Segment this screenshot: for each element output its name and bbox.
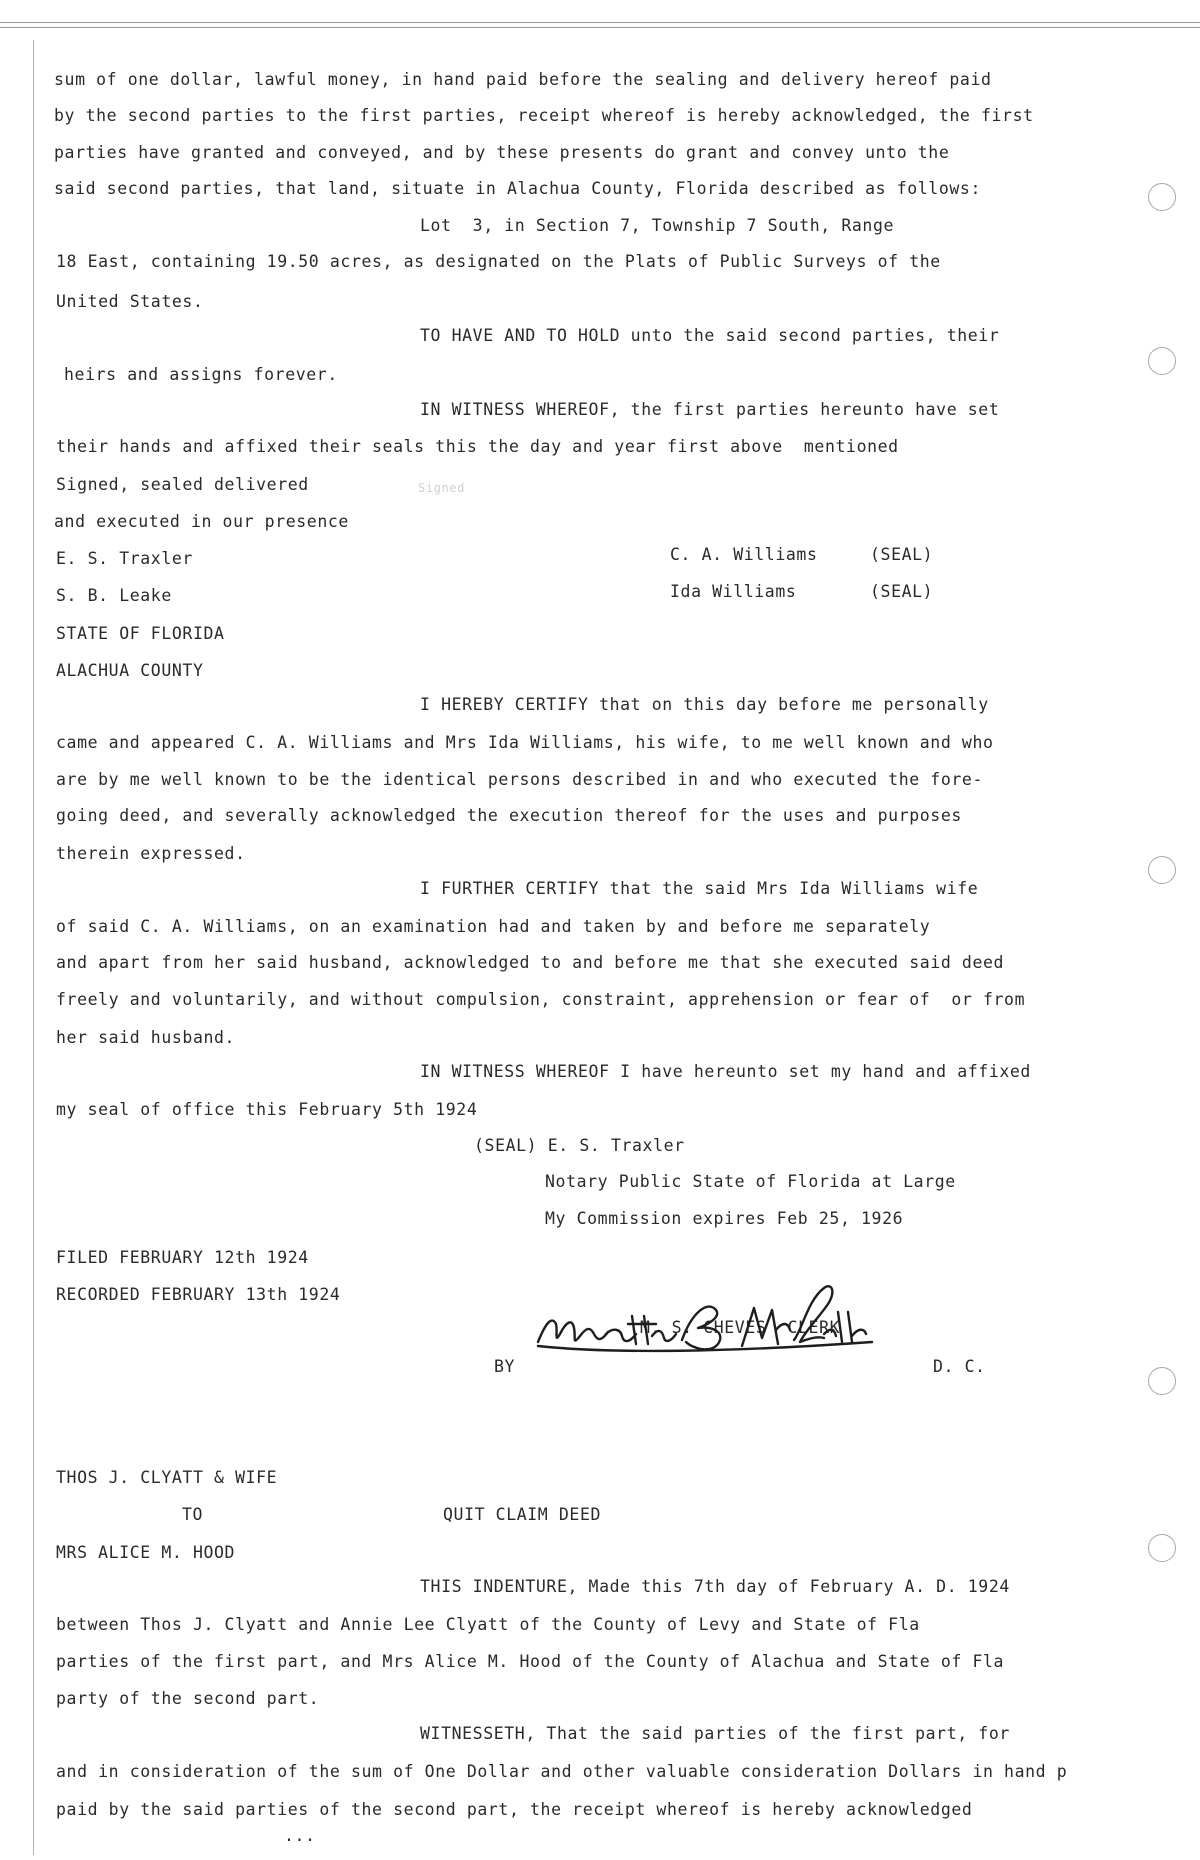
venue-county: ALACHUA COUNTY	[56, 661, 204, 680]
notary-witness-line: IN WITNESS WHEREOF I have hereunto set my hand and affixed	[420, 1062, 1031, 1081]
punch-hole	[1148, 347, 1176, 375]
filed-date: FILED FEBRUARY 12th 1924	[56, 1248, 309, 1267]
grantor-heading: THOS J. CLYATT & WIFE	[56, 1468, 278, 1487]
to-heading: TO	[182, 1505, 204, 1524]
faint-signed-note: Signed	[418, 481, 465, 495]
witnesseth-line: paid by the said parties of the second part, the receipt whereof is hereby acknowledged	[56, 1800, 973, 1819]
grantor-name: Ida Williams	[670, 582, 797, 601]
deed-line: sum of one dollar, lawful money, in hand paid before the sealing and delivery hereof paid	[54, 70, 992, 89]
punch-hole	[1148, 183, 1176, 211]
witness-name: S. B. Leake	[56, 586, 172, 605]
certify-line: are by me well known to be the identical persons described in and who executed the fore-	[56, 770, 983, 789]
indenture-line: party of the second part.	[56, 1689, 320, 1708]
certify-line: going deed, and severally acknowledged the execution thereof for the uses and purposes	[56, 806, 962, 825]
indenture-line: between Thos J. Clyatt and Annie Lee Clyatt of the County of Levy and State of Fla	[56, 1615, 920, 1634]
seal-mark: (SEAL)	[870, 582, 934, 601]
further-certify-line: freely and voluntarily, and without compulsion, constraint, apprehension or fear of or from	[56, 990, 1026, 1009]
deputy-clerk-signature	[532, 1282, 892, 1362]
further-certify-line: her said husband.	[56, 1028, 236, 1047]
further-certify-line: and apart from her said husband, acknowledged to and before me that she executed said deed	[56, 953, 1005, 972]
habendum-clause: TO HAVE AND TO HOLD unto the said second parties, their	[420, 326, 1000, 345]
presence-line: and executed in our presence	[54, 512, 349, 531]
witness-clause: their hands and affixed their seals this the day and year first above mentioned	[56, 437, 899, 456]
by-label: BY	[494, 1357, 516, 1376]
page-top-rule-2	[0, 27, 1200, 28]
lot-description: United States.	[56, 292, 204, 311]
indenture-line: parties of the first part, and Mrs Alice M. Hood of the County of Alachua and State of Fla	[56, 1652, 1005, 1671]
grantee-heading: MRS ALICE M. HOOD	[56, 1543, 236, 1562]
punch-hole	[1148, 1367, 1176, 1395]
punch-hole	[1148, 856, 1176, 884]
signed-line: Signed, sealed delivered	[56, 475, 309, 494]
deed-line: parties have granted and conveyed, and by these presents do grant and convey unto the	[54, 143, 950, 162]
notary-title: Notary Public State of Florida at Large	[545, 1172, 956, 1191]
witness-name: E. S. Traxler	[56, 549, 193, 568]
continuation-mark: ...	[284, 1826, 316, 1845]
deed-type-heading: QUIT CLAIM DEED	[443, 1505, 602, 1524]
recorded-date: RECORDED FEBRUARY 13th 1924	[56, 1285, 341, 1304]
certify-line: came and appeared C. A. Williams and Mrs Ida Williams, his wife, to me well known and who	[56, 733, 994, 752]
lot-description: Lot 3, in Section 7, Township 7 South, Range	[420, 216, 895, 235]
further-certify-line: of said C. A. Williams, on an examination had and taken by and before me separately	[56, 917, 931, 936]
punch-hole	[1148, 1534, 1176, 1562]
grantor-name: C. A. Williams	[670, 545, 818, 564]
left-margin-rule	[33, 40, 34, 1855]
notary-witness-line: my seal of office this February 5th 1924	[56, 1100, 478, 1119]
lot-description: 18 East, containing 19.50 acres, as designated on the Plats of Public Surveys of the	[56, 252, 941, 271]
deed-line: by the second parties to the first parties, receipt whereof is hereby acknowledged, the first	[54, 106, 1034, 125]
venue-state: STATE OF FLORIDA	[56, 624, 225, 643]
witnesseth-line: and in consideration of the sum of One Dollar and other valuable consideration Dollars in hand p	[56, 1762, 1068, 1781]
habendum-clause: heirs and assigns forever.	[64, 365, 338, 384]
clerk-line: M. S. CHEVES CLERK	[640, 1318, 841, 1337]
deed-line: said second parties, that land, situate in Alachua County, Florida described as follows:	[54, 179, 981, 198]
witness-clause: IN WITNESS WHEREOF, the first parties hereunto have set	[420, 400, 1000, 419]
certify-line: I HEREBY CERTIFY that on this day before me personally	[420, 695, 989, 714]
witnesseth-line: WITNESSETH, That the said parties of the first part, for	[420, 1724, 1010, 1743]
notary-signature: (SEAL) E. S. Traxler	[474, 1136, 685, 1155]
page-top-rule	[0, 22, 1200, 23]
further-certify-line: I FURTHER CERTIFY that the said Mrs Ida Williams wife	[420, 879, 979, 898]
certify-line: therein expressed.	[56, 844, 246, 863]
indenture-line: THIS INDENTURE, Made this 7th day of February A. D. 1924	[420, 1577, 1010, 1596]
notary-commission: My Commission expires Feb 25, 1926	[545, 1209, 904, 1228]
seal-mark: (SEAL)	[870, 545, 934, 564]
deputy-clerk-label: D. C.	[933, 1357, 986, 1376]
